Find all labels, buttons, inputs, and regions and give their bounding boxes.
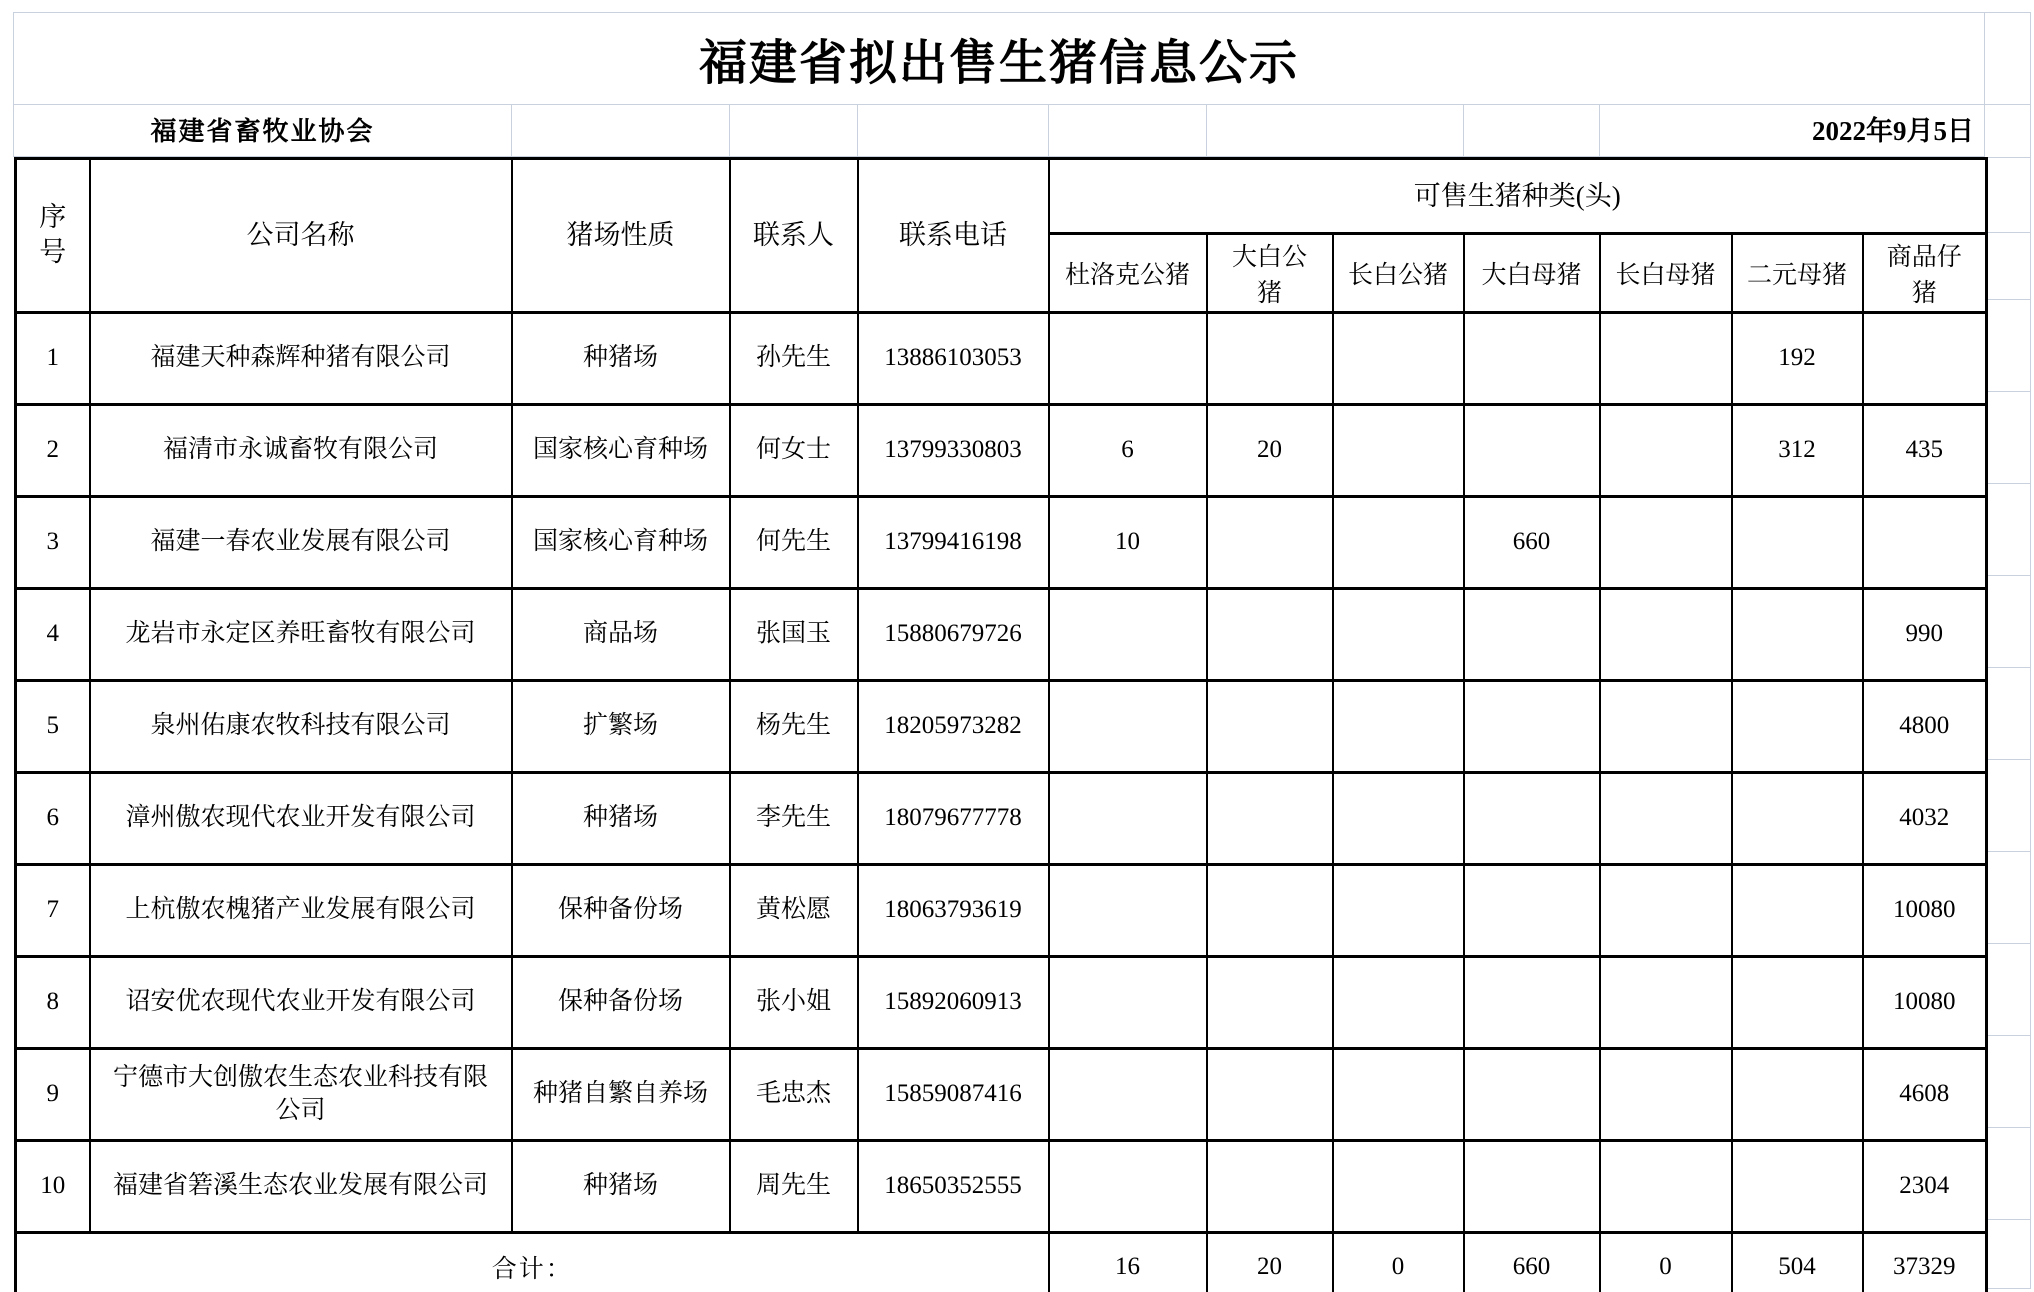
pig-count <box>1732 865 1863 957</box>
pig-count <box>1333 681 1464 773</box>
total-row <box>16 1233 1987 1292</box>
pig-count <box>1049 1049 1207 1141</box>
farm-type: 保种备份场 <box>512 865 730 957</box>
pig-count <box>1333 313 1464 405</box>
gridline <box>1985 104 2031 105</box>
contact-name: 李先生 <box>730 773 858 865</box>
col-header-pig-type: 长白母猪 <box>1600 234 1732 313</box>
pig-count <box>1464 405 1600 497</box>
company-name: 漳州傲农现代农业开发有限公司 <box>90 773 512 865</box>
gridline <box>1599 105 1600 157</box>
table-row <box>16 1049 1987 1141</box>
gridline <box>1206 105 1207 157</box>
company-name: 福清市永诚畜牧有限公司 <box>90 405 512 497</box>
pig-count <box>1600 405 1732 497</box>
col-header-no <box>16 159 90 313</box>
table-row <box>16 865 1987 957</box>
col-header-company: 公司名称 <box>90 159 512 313</box>
pig-count <box>1600 497 1732 589</box>
company-name: 福建天种森辉种猪有限公司 <box>90 313 512 405</box>
phone-number: 18063793619 <box>858 865 1049 957</box>
farm-type: 国家核心育种场 <box>512 405 730 497</box>
contact-name: 何女士 <box>730 405 858 497</box>
farm-type: 国家核心育种场 <box>512 497 730 589</box>
pig-count <box>1207 1141 1333 1233</box>
company-name: 福建省箬溪生态农业发展有限公司 <box>90 1141 512 1233</box>
total-pig-count: 0 <box>1333 1233 1464 1292</box>
col-header-pig-type: 大白母猪 <box>1464 234 1600 313</box>
table-row <box>16 497 1987 589</box>
pig-count <box>1464 589 1600 681</box>
pig-count <box>1863 497 1987 589</box>
pig-count <box>1600 957 1732 1049</box>
pig-count <box>1464 313 1600 405</box>
gridline <box>1985 157 2031 158</box>
company-name: 福建一春农业发展有限公司 <box>90 497 512 589</box>
farm-type: 种猪场 <box>512 773 730 865</box>
gridline <box>1985 1288 2031 1289</box>
gridline <box>729 105 730 157</box>
gridline <box>1985 391 2031 392</box>
col-header-phone: 联系电话 <box>858 159 1049 313</box>
company-name: 龙岩市永定区养旺畜牧有限公司 <box>90 589 512 681</box>
total-pig-count: 20 <box>1207 1233 1333 1292</box>
pig-count: 10080 <box>1863 865 1987 957</box>
farm-type: 保种备份场 <box>512 957 730 1049</box>
pig-count: 20 <box>1207 405 1333 497</box>
pig-count <box>1207 497 1333 589</box>
pig-count <box>1207 957 1333 1049</box>
pig-count <box>1732 497 1863 589</box>
col-header-pig-type: 大白公猪 <box>1207 234 1333 313</box>
pig-count <box>1207 865 1333 957</box>
contact-name: 何先生 <box>730 497 858 589</box>
pig-count <box>1464 1141 1600 1233</box>
contact-name: 张小姐 <box>730 957 858 1049</box>
gridline <box>1985 1127 2031 1128</box>
pig-count <box>1600 681 1732 773</box>
contact-name: 孙先生 <box>730 313 858 405</box>
gridline <box>1985 575 2031 576</box>
row-number: 8 <box>16 957 90 1049</box>
farm-type: 种猪自繁自养场 <box>512 1049 730 1141</box>
total-pig-count: 504 <box>1732 1233 1863 1292</box>
phone-number: 18079677778 <box>858 773 1049 865</box>
pig-count <box>1464 681 1600 773</box>
pig-count <box>1732 1049 1863 1141</box>
pig-count <box>1732 773 1863 865</box>
company-name: 上杭傲农槐猪产业发展有限公司 <box>90 865 512 957</box>
gridline <box>1985 483 2031 484</box>
row-number: 3 <box>16 497 90 589</box>
total-pig-count: 37329 <box>1863 1233 1987 1292</box>
pig-count: 10080 <box>1863 957 1987 1049</box>
total-pig-count: 0 <box>1600 1233 1732 1292</box>
pig-count <box>1333 1141 1464 1233</box>
phone-number: 15892060913 <box>858 957 1049 1049</box>
phone-number: 13886103053 <box>858 313 1049 405</box>
gridline <box>1985 1219 2031 1220</box>
pig-count <box>1207 773 1333 865</box>
phone-number: 18205973282 <box>858 681 1049 773</box>
total-label: 合计： <box>16 1233 1049 1292</box>
pig-count: 4800 <box>1863 681 1987 773</box>
table-row <box>16 957 1987 1049</box>
contact-name: 黄松愿 <box>730 865 858 957</box>
col-header-contact: 联系人 <box>730 159 858 313</box>
pig-count: 192 <box>1732 313 1863 405</box>
pig-count <box>1732 681 1863 773</box>
pig-count <box>1464 773 1600 865</box>
table-row <box>16 405 1987 497</box>
col-header-pig-type: 杜洛克公猪 <box>1049 234 1207 313</box>
row-number: 2 <box>16 405 90 497</box>
gridline <box>1985 667 2031 668</box>
row-number: 9 <box>16 1049 90 1141</box>
pig-count <box>1863 313 1987 405</box>
company-name: 宁德市大创傲农生态农业科技有限公司 <box>90 1049 512 1141</box>
header-row-1 <box>16 159 1987 234</box>
pig-count: 660 <box>1464 497 1600 589</box>
table-row <box>16 681 1987 773</box>
phone-number: 15859087416 <box>858 1049 1049 1141</box>
pig-count <box>1207 313 1333 405</box>
pig-count: 435 <box>1863 405 1987 497</box>
gridline <box>857 105 858 157</box>
pig-count <box>1464 865 1600 957</box>
publish-date: 2022年9月5日 <box>1812 116 1974 146</box>
pig-count <box>1333 773 1464 865</box>
table-row <box>16 589 1987 681</box>
pig-count <box>1049 313 1207 405</box>
pig-count: 10 <box>1049 497 1207 589</box>
pig-count: 990 <box>1863 589 1987 681</box>
total-pig-count: 660 <box>1464 1233 1600 1292</box>
gridline <box>1985 12 2031 13</box>
row-number: 7 <box>16 865 90 957</box>
col-header-pig-type: 长白公猪 <box>1333 234 1464 313</box>
row-number: 10 <box>16 1141 90 1233</box>
row-number: 6 <box>16 773 90 865</box>
pig-count <box>1600 1049 1732 1141</box>
pig-count <box>1333 865 1464 957</box>
gridline <box>511 105 512 157</box>
pig-count <box>1333 1049 1464 1141</box>
gridline <box>1463 105 1464 157</box>
pig-count <box>1049 773 1207 865</box>
row-number: 5 <box>16 681 90 773</box>
pig-count <box>1464 957 1600 1049</box>
pig-count <box>1732 589 1863 681</box>
contact-name: 毛忠杰 <box>730 1049 858 1141</box>
pig-count <box>1600 313 1732 405</box>
pig-count <box>1207 589 1333 681</box>
farm-type: 商品场 <box>512 589 730 681</box>
pig-count <box>1333 405 1464 497</box>
pig-count <box>1600 589 1732 681</box>
col-header-farm-type: 猪场性质 <box>512 159 730 313</box>
pig-count <box>1207 681 1333 773</box>
gridline <box>1985 1035 2031 1036</box>
pig-count <box>1600 773 1732 865</box>
top-grid-area <box>13 12 1985 157</box>
farm-type: 种猪场 <box>512 1141 730 1233</box>
pig-count: 2304 <box>1863 1141 1987 1233</box>
pig-count <box>1333 957 1464 1049</box>
phone-number: 15880679726 <box>858 589 1049 681</box>
col-header-pig-type: 商品仔猪 <box>1863 234 1987 313</box>
phone-number: 13799416198 <box>858 497 1049 589</box>
col-header-pig-type: 二元母猪 <box>1732 234 1863 313</box>
company-name: 泉州佑康农牧科技有限公司 <box>90 681 512 773</box>
pig-count <box>1333 497 1464 589</box>
company-name: 诏安优农现代农业开发有限公司 <box>90 957 512 1049</box>
pig-count <box>1464 1049 1600 1141</box>
total-pig-count: 16 <box>1049 1233 1207 1292</box>
pig-count <box>1600 865 1732 957</box>
pig-count: 312 <box>1732 405 1863 497</box>
pig-count <box>1732 957 1863 1049</box>
table-row <box>16 773 1987 865</box>
table-row <box>16 1141 1987 1233</box>
col-header-no-label: 序号 <box>39 202 67 268</box>
gridline <box>1985 851 2031 852</box>
phone-number: 18650352555 <box>858 1141 1049 1233</box>
pig-count <box>1207 1049 1333 1141</box>
pig-count: 4608 <box>1863 1049 1987 1141</box>
gridline <box>1985 943 2031 944</box>
pig-count <box>1049 1141 1207 1233</box>
pig-count <box>1600 1141 1732 1233</box>
pig-count <box>1049 589 1207 681</box>
gridline <box>2030 12 2031 1288</box>
info-row <box>14 105 1984 157</box>
pig-sale-table <box>14 157 1988 1292</box>
pig-count <box>1049 681 1207 773</box>
gridline <box>1048 105 1049 157</box>
pig-count: 4032 <box>1863 773 1987 865</box>
pig-count <box>1049 865 1207 957</box>
page-title: 福建省拟出售生猪信息公示 <box>14 13 1984 105</box>
contact-name: 周先生 <box>730 1141 858 1233</box>
gridline <box>1985 759 2031 760</box>
pig-count <box>1333 589 1464 681</box>
pig-count <box>1732 1141 1863 1233</box>
phone-number: 13799330803 <box>858 405 1049 497</box>
row-number: 1 <box>16 313 90 405</box>
contact-name: 杨先生 <box>730 681 858 773</box>
farm-type: 扩繁场 <box>512 681 730 773</box>
farm-type: 种猪场 <box>512 313 730 405</box>
pig-count: 6 <box>1049 405 1207 497</box>
contact-name: 张国玉 <box>730 589 858 681</box>
row-number: 4 <box>16 589 90 681</box>
gridline <box>1985 232 2031 233</box>
association-name: 福建省畜牧业协会 <box>150 116 375 146</box>
table-row <box>16 313 1987 405</box>
pig-count <box>1049 957 1207 1049</box>
gridline <box>1985 299 2031 300</box>
col-header-group: 可售生猪种类(头) <box>1049 159 1987 234</box>
